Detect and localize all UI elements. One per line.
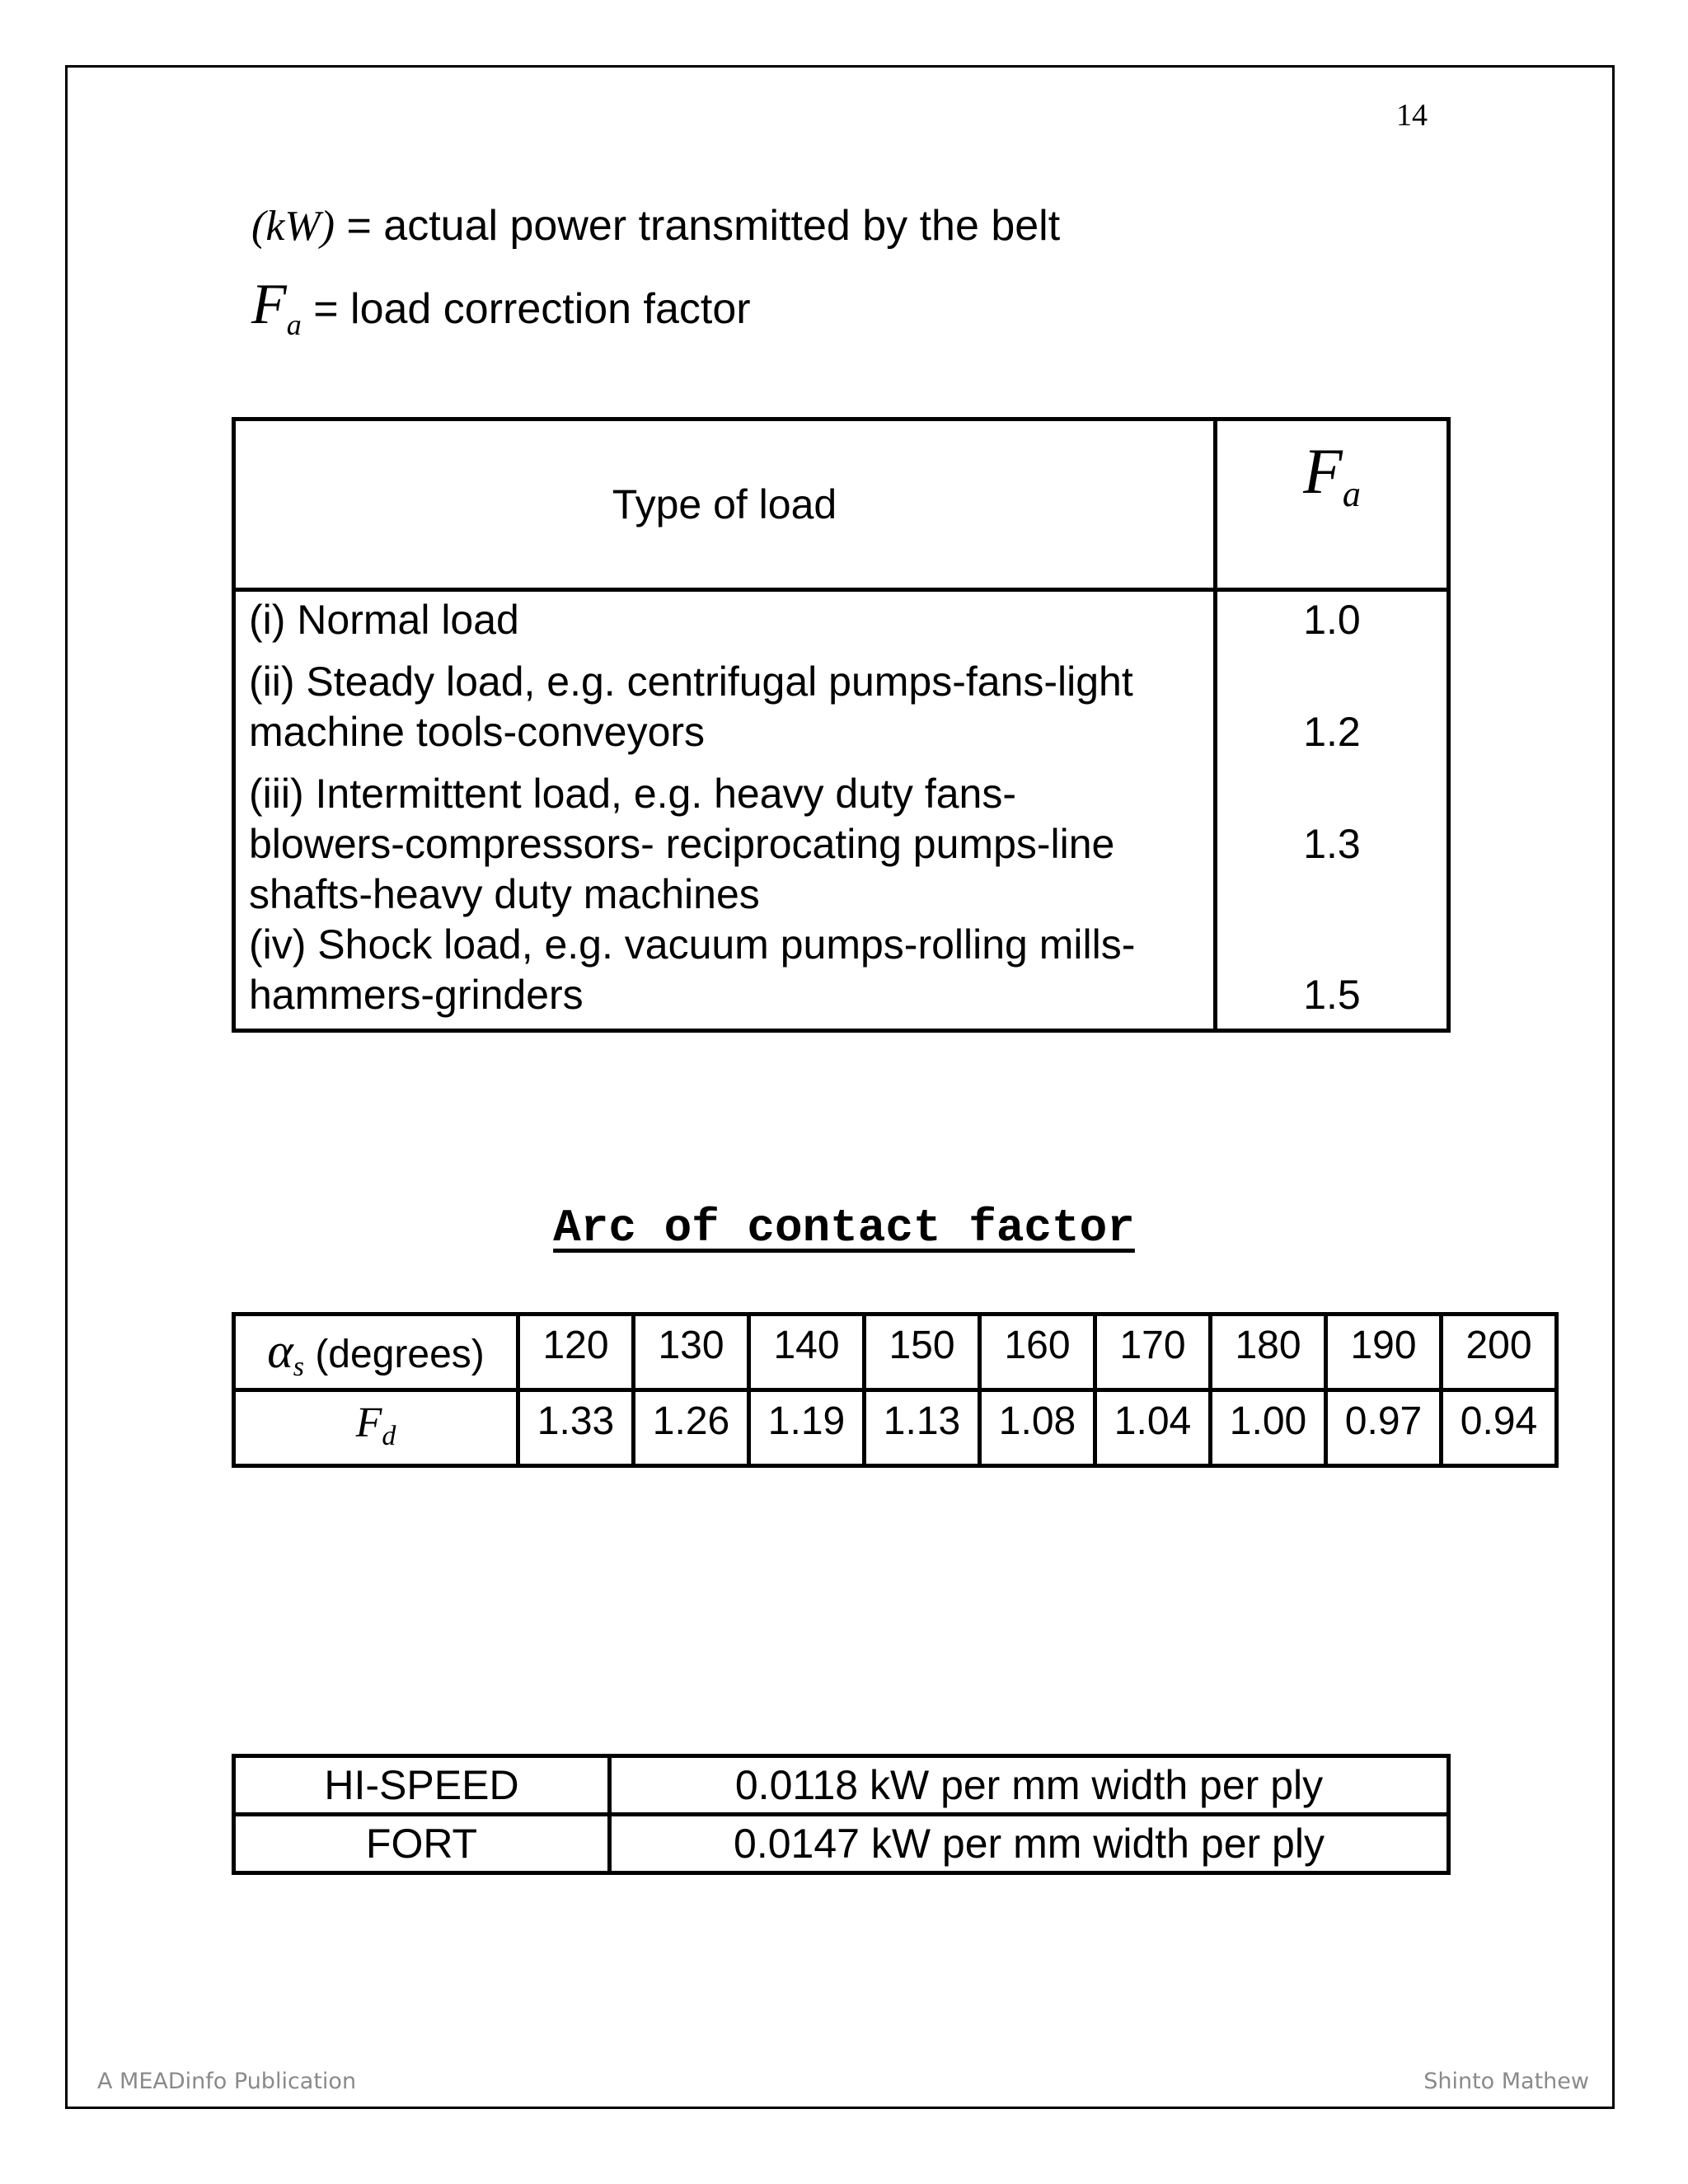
definition-load-factor (251, 272, 751, 341)
factor-value: 1.19 (749, 1390, 865, 1466)
factor-label-cell (234, 1390, 518, 1466)
belt-name: FORT (234, 1815, 610, 1873)
load-type-item (249, 769, 1203, 920)
factor-value: 0.94 (1442, 1390, 1557, 1466)
angle-value: 170 (1095, 1315, 1211, 1390)
alpha-symbol: α (267, 1324, 293, 1378)
angle-value: 140 (749, 1315, 865, 1390)
angle-value: 150 (865, 1315, 980, 1390)
factor-value: 0.97 (1326, 1390, 1442, 1466)
arc-contact-table (232, 1312, 1559, 1468)
load-type-line: (i) Normal load (249, 597, 519, 643)
belt-power-table (232, 1754, 1451, 1875)
alpha-subscript: s (293, 1352, 304, 1382)
angle-value: 200 (1442, 1315, 1557, 1390)
arc-heading: Arc of contact factor (553, 1202, 1135, 1254)
load-factor-item (1217, 769, 1447, 920)
belt-name: HI-SPEED (234, 1756, 610, 1815)
header-fa (1216, 419, 1449, 590)
load-type-line: (iii) Intermittent load, e.g. heavy duty fans- (249, 771, 1016, 817)
fd-subscript: d (382, 1421, 396, 1451)
table-body-row (234, 590, 1449, 1031)
header-subscript: a (1342, 474, 1361, 514)
symbol-kw: (kW) (251, 203, 335, 250)
table-row (234, 1756, 1449, 1815)
load-factor-spacer (1217, 869, 1447, 920)
load-factor-table (232, 417, 1451, 1033)
belt-power-value: 0.0118 kW per mm width per ply (610, 1756, 1449, 1815)
factor-value: 1.13 (865, 1390, 980, 1466)
header-symbol: F (1303, 435, 1343, 507)
factor-value: 1.00 (1211, 1390, 1326, 1466)
load-type-line: hammers-grinders (249, 972, 584, 1018)
load-factor-spacer (1217, 657, 1447, 707)
load-type-line: (iv) Shock load, e.g. vacuum pumps-rolling mills- (249, 921, 1136, 968)
load-factor-spacer (1217, 920, 1447, 970)
angle-value: 120 (518, 1315, 634, 1390)
load-factor-value: 1.0 (1303, 597, 1361, 643)
load-type-line: machine tools-conveyors (249, 709, 706, 755)
table-header-row (234, 419, 1449, 590)
load-types-cell (234, 590, 1216, 1031)
definition-power (251, 201, 1060, 251)
table-row (234, 1815, 1449, 1873)
footer-author: Shinto Mathew (1423, 2069, 1589, 2094)
angle-value: 130 (634, 1315, 749, 1390)
load-type-item (249, 657, 1203, 757)
load-type-line: blowers-compressors- reciprocating pumps-line (249, 821, 1115, 867)
factor-value: 1.33 (518, 1390, 634, 1466)
factor-value: 1.04 (1095, 1390, 1211, 1466)
load-factor-item (1217, 920, 1447, 1020)
footer-publisher: A MEADinfo Publication (97, 2069, 357, 2094)
load-factor-item (1217, 595, 1447, 645)
load-type-line: (ii) Steady load, e.g. centrifugal pumps-fans-light (249, 658, 1133, 705)
factor-value: 1.08 (980, 1390, 1095, 1466)
load-factor-value: 1.2 (1303, 709, 1361, 755)
angle-label-cell (234, 1315, 518, 1390)
definition-text: = load correction factor (301, 285, 751, 333)
symbol-f: F (251, 273, 287, 336)
fd-symbol: F (355, 1399, 382, 1446)
symbol-subscript: a (286, 308, 302, 341)
factor-row (234, 1390, 1557, 1466)
load-type-line: shafts-heavy duty machines (249, 871, 760, 917)
load-type-item (249, 595, 1203, 645)
definition-text: = actual power transmitted by the belt (335, 202, 1061, 250)
angle-value: 160 (980, 1315, 1095, 1390)
load-factor-spacer (1217, 769, 1447, 819)
load-factor-value: 1.5 (1303, 972, 1361, 1018)
load-type-item (249, 920, 1203, 1020)
angle-value: 180 (1211, 1315, 1326, 1390)
angle-label: (degrees) (303, 1333, 485, 1376)
belt-power-value: 0.0147 kW per mm width per ply (610, 1815, 1449, 1873)
load-factor-value: 1.3 (1303, 821, 1361, 867)
factor-value: 1.26 (634, 1390, 749, 1466)
load-factor-item (1217, 657, 1447, 757)
load-values-cell (1216, 590, 1449, 1031)
angle-row (234, 1315, 1557, 1390)
header-type-of-load: Type of load (234, 419, 1216, 590)
angle-value: 190 (1326, 1315, 1442, 1390)
page-number: 14 (1396, 98, 1428, 133)
